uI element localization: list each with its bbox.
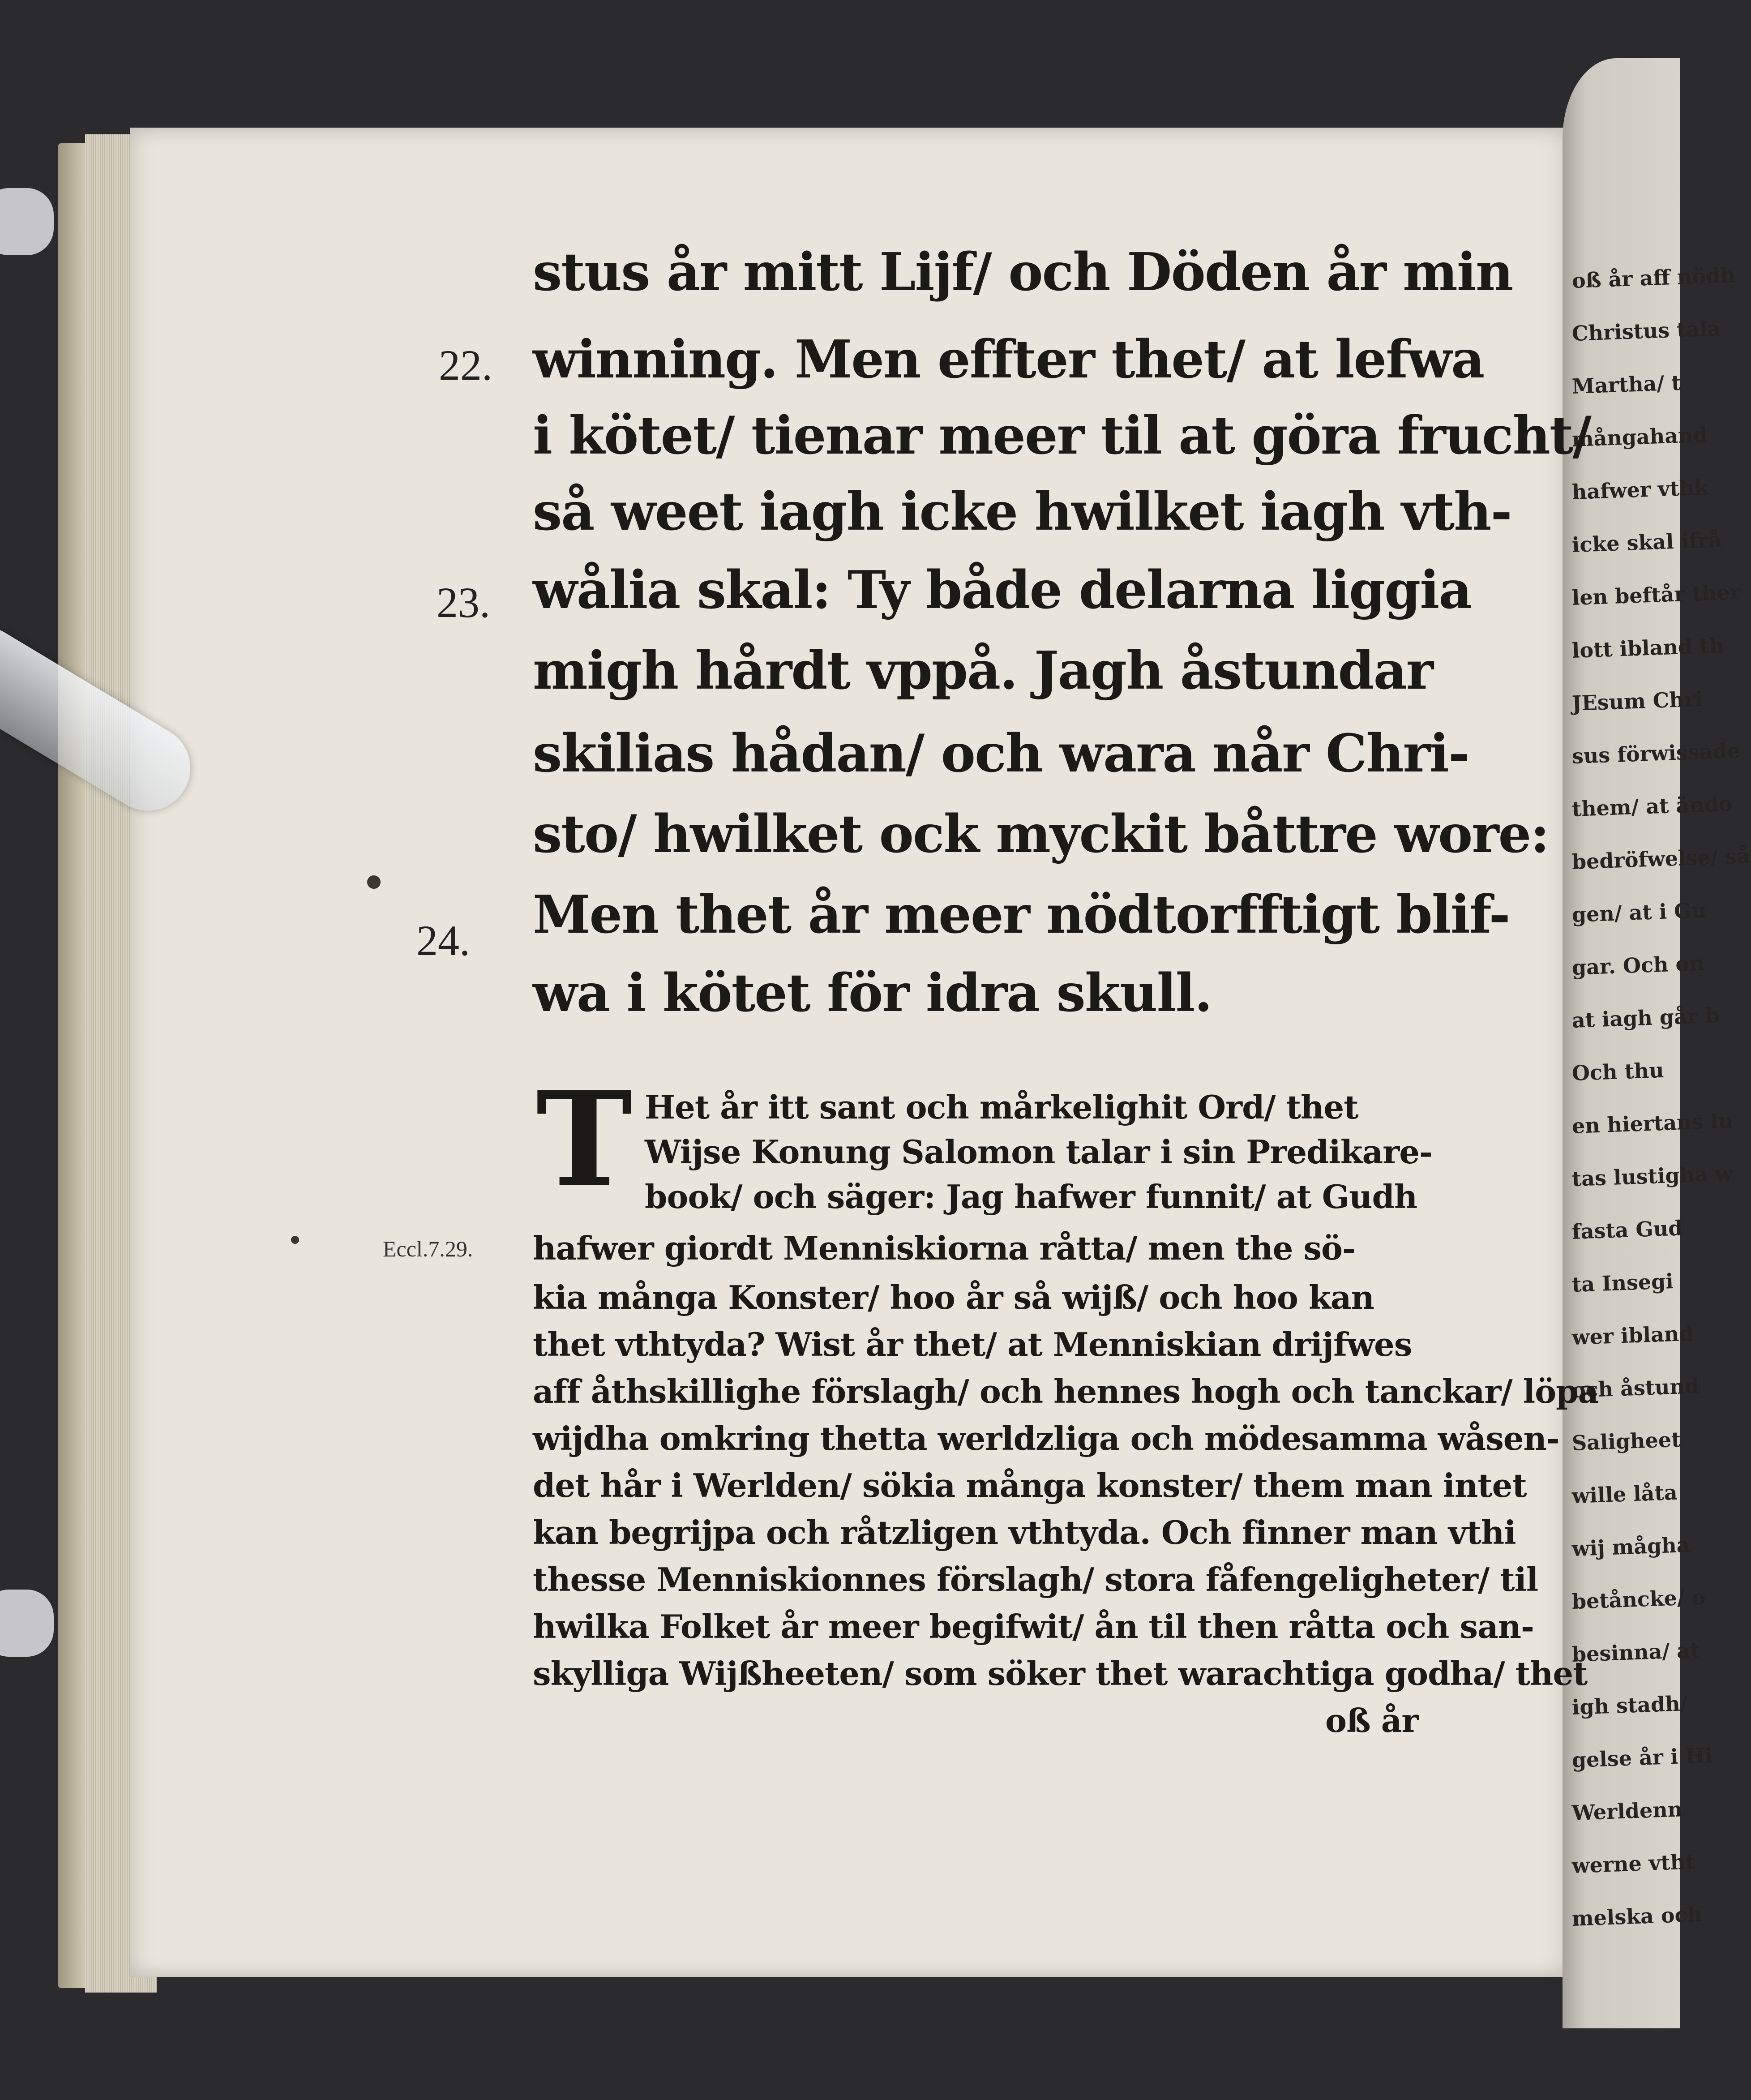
commentary-line-7: aff åthskillighe förslagh/ och hennes hogh och tanckar/ löpa <box>533 1372 1599 1410</box>
commentary-line-3: book/ och säger: Jag hafwer funnit/ at Gudh <box>645 1178 1417 1216</box>
passage-line-2: winning. Men effter thet/ at lefwa <box>533 329 1484 390</box>
facing-page-line: at iagh går b <box>1571 1003 1721 1033</box>
facing-page-line: JEsum Chri <box>1571 686 1704 716</box>
passage-line-4: så weet iagh icke hwilket iagh vth- <box>533 481 1511 542</box>
commentary-line-9: det hår i Werlden/ sökia många konster/ them man intet <box>533 1466 1527 1504</box>
passage-line-5: wålia skal: Ty både delarna liggia <box>533 560 1472 621</box>
facing-page-line: werne vtht <box>1571 1849 1695 1878</box>
facing-page-line: them/ at ändo <box>1571 791 1733 821</box>
commentary-line-10: kan begrijpa och råtzligen vthtyda. Och finner man vthi <box>533 1513 1516 1551</box>
facing-page-line: igh stadh/ <box>1571 1691 1688 1719</box>
facing-page-line: Christus tala <box>1571 316 1721 346</box>
facing-page-line: oß år aff nödh <box>1571 263 1736 293</box>
facing-page-line: Saligheet <box>1571 1427 1682 1455</box>
verse-number-23: 23. <box>437 579 490 626</box>
facing-page-line: lott ibland th <box>1571 633 1725 663</box>
facing-page-line: gar. Och on <box>1571 951 1705 980</box>
drop-cap: T <box>536 1063 633 1216</box>
commentary-line-4: hafwer giordt Menniskiorna råtta/ men the sö- <box>533 1229 1355 1267</box>
commentary-line-11: thesse Menniskionnes förslagh/ stora fåfengeligheter/ til <box>533 1560 1538 1599</box>
facing-page-line: melska och <box>1571 1902 1703 1931</box>
passage-line-7: skilias hådan/ och wara når Chri- <box>533 723 1469 784</box>
facing-page-line: hafwer vthk <box>1571 475 1709 504</box>
page-clip-bottom <box>0 1590 54 1657</box>
catchword: oß år <box>1325 1701 1418 1740</box>
commentary-line-2: Wijse Konung Salomon talar i sin Predikare- <box>645 1133 1432 1171</box>
commentary-line-8: wijdha omkring thetta werldzliga och mödesamma wåsen- <box>533 1419 1559 1457</box>
facing-page-line: sus förwissade <box>1571 738 1741 768</box>
facing-page-line: betåncke/ o <box>1571 1585 1706 1614</box>
passage-line-6: migh hårdt vppå. Jagh åstundar <box>533 640 1433 701</box>
passage-line-9: Men thet år meer nödtorfftigt blif- <box>533 884 1510 945</box>
verse-number-24: 24. <box>416 917 470 964</box>
passage-line-3: i kötet/ tienar meer til at göra frucht/ <box>533 405 1591 466</box>
passage-line-8: sto/ hwilket ock myckit båttre wore: <box>533 804 1549 865</box>
page-clip-top <box>0 188 54 255</box>
verse-number-22: 22. <box>439 341 492 389</box>
facing-page-line: icke skal ifrå <box>1571 527 1722 557</box>
commentary-line-12: hwilka Folket år meer begifwit/ ån til then råtta och san- <box>533 1607 1534 1646</box>
facing-page <box>1563 58 1751 2028</box>
facing-page-line: len beftår ther <box>1571 579 1741 610</box>
facing-page-line: besinna/ at <box>1571 1638 1700 1667</box>
margin-reference: Eccl.7.29. <box>383 1236 473 1261</box>
commentary-line-1: Het år itt sant och mårkelighit Ord/ thet <box>645 1088 1358 1126</box>
facing-page-line: fasta Gud <box>1571 1216 1683 1244</box>
facing-page-line: gen/ at i Gu <box>1571 898 1707 927</box>
facing-page-line: en hiertans lu <box>1571 1108 1734 1138</box>
facing-page-line: ta Insegi <box>1571 1269 1674 1297</box>
passage-line-1: stus år mitt Lijf/ och Döden år min <box>533 242 1513 303</box>
facing-page-line: bedröfwelse/ så <box>1571 844 1751 874</box>
facing-page-line: wij mågha <box>1571 1532 1691 1561</box>
passage-line-10: wa i kötet för idra skull. <box>533 963 1212 1024</box>
commentary-line-6: thet vthtyda? Wist år thet/ at Menniskian drijfwes <box>533 1325 1412 1363</box>
margin-mark <box>291 1236 299 1244</box>
facing-page-line: tas lustigha w <box>1571 1161 1734 1191</box>
facing-page-line: Och thu <box>1571 1058 1665 1085</box>
facing-page-line: mångahand <box>1571 422 1708 451</box>
commentary-line-5: kia många Konster/ hoo år så wijß/ och hoo kan <box>533 1278 1374 1316</box>
commentary-line-13: skylliga Wijßheeten/ som söker thet warachtiga godha/ thet <box>533 1654 1588 1693</box>
facing-page-line: Martha/ t <box>1571 370 1682 399</box>
facing-page-line: gelse år i Hi <box>1571 1743 1713 1772</box>
facing-page-line: Werldenn <box>1571 1797 1683 1825</box>
ink-spot <box>367 875 381 889</box>
facing-page-line: wille låta <box>1571 1480 1678 1508</box>
facing-page-line: och åstund <box>1571 1374 1700 1402</box>
facing-page-line: wer ibland <box>1571 1321 1694 1350</box>
